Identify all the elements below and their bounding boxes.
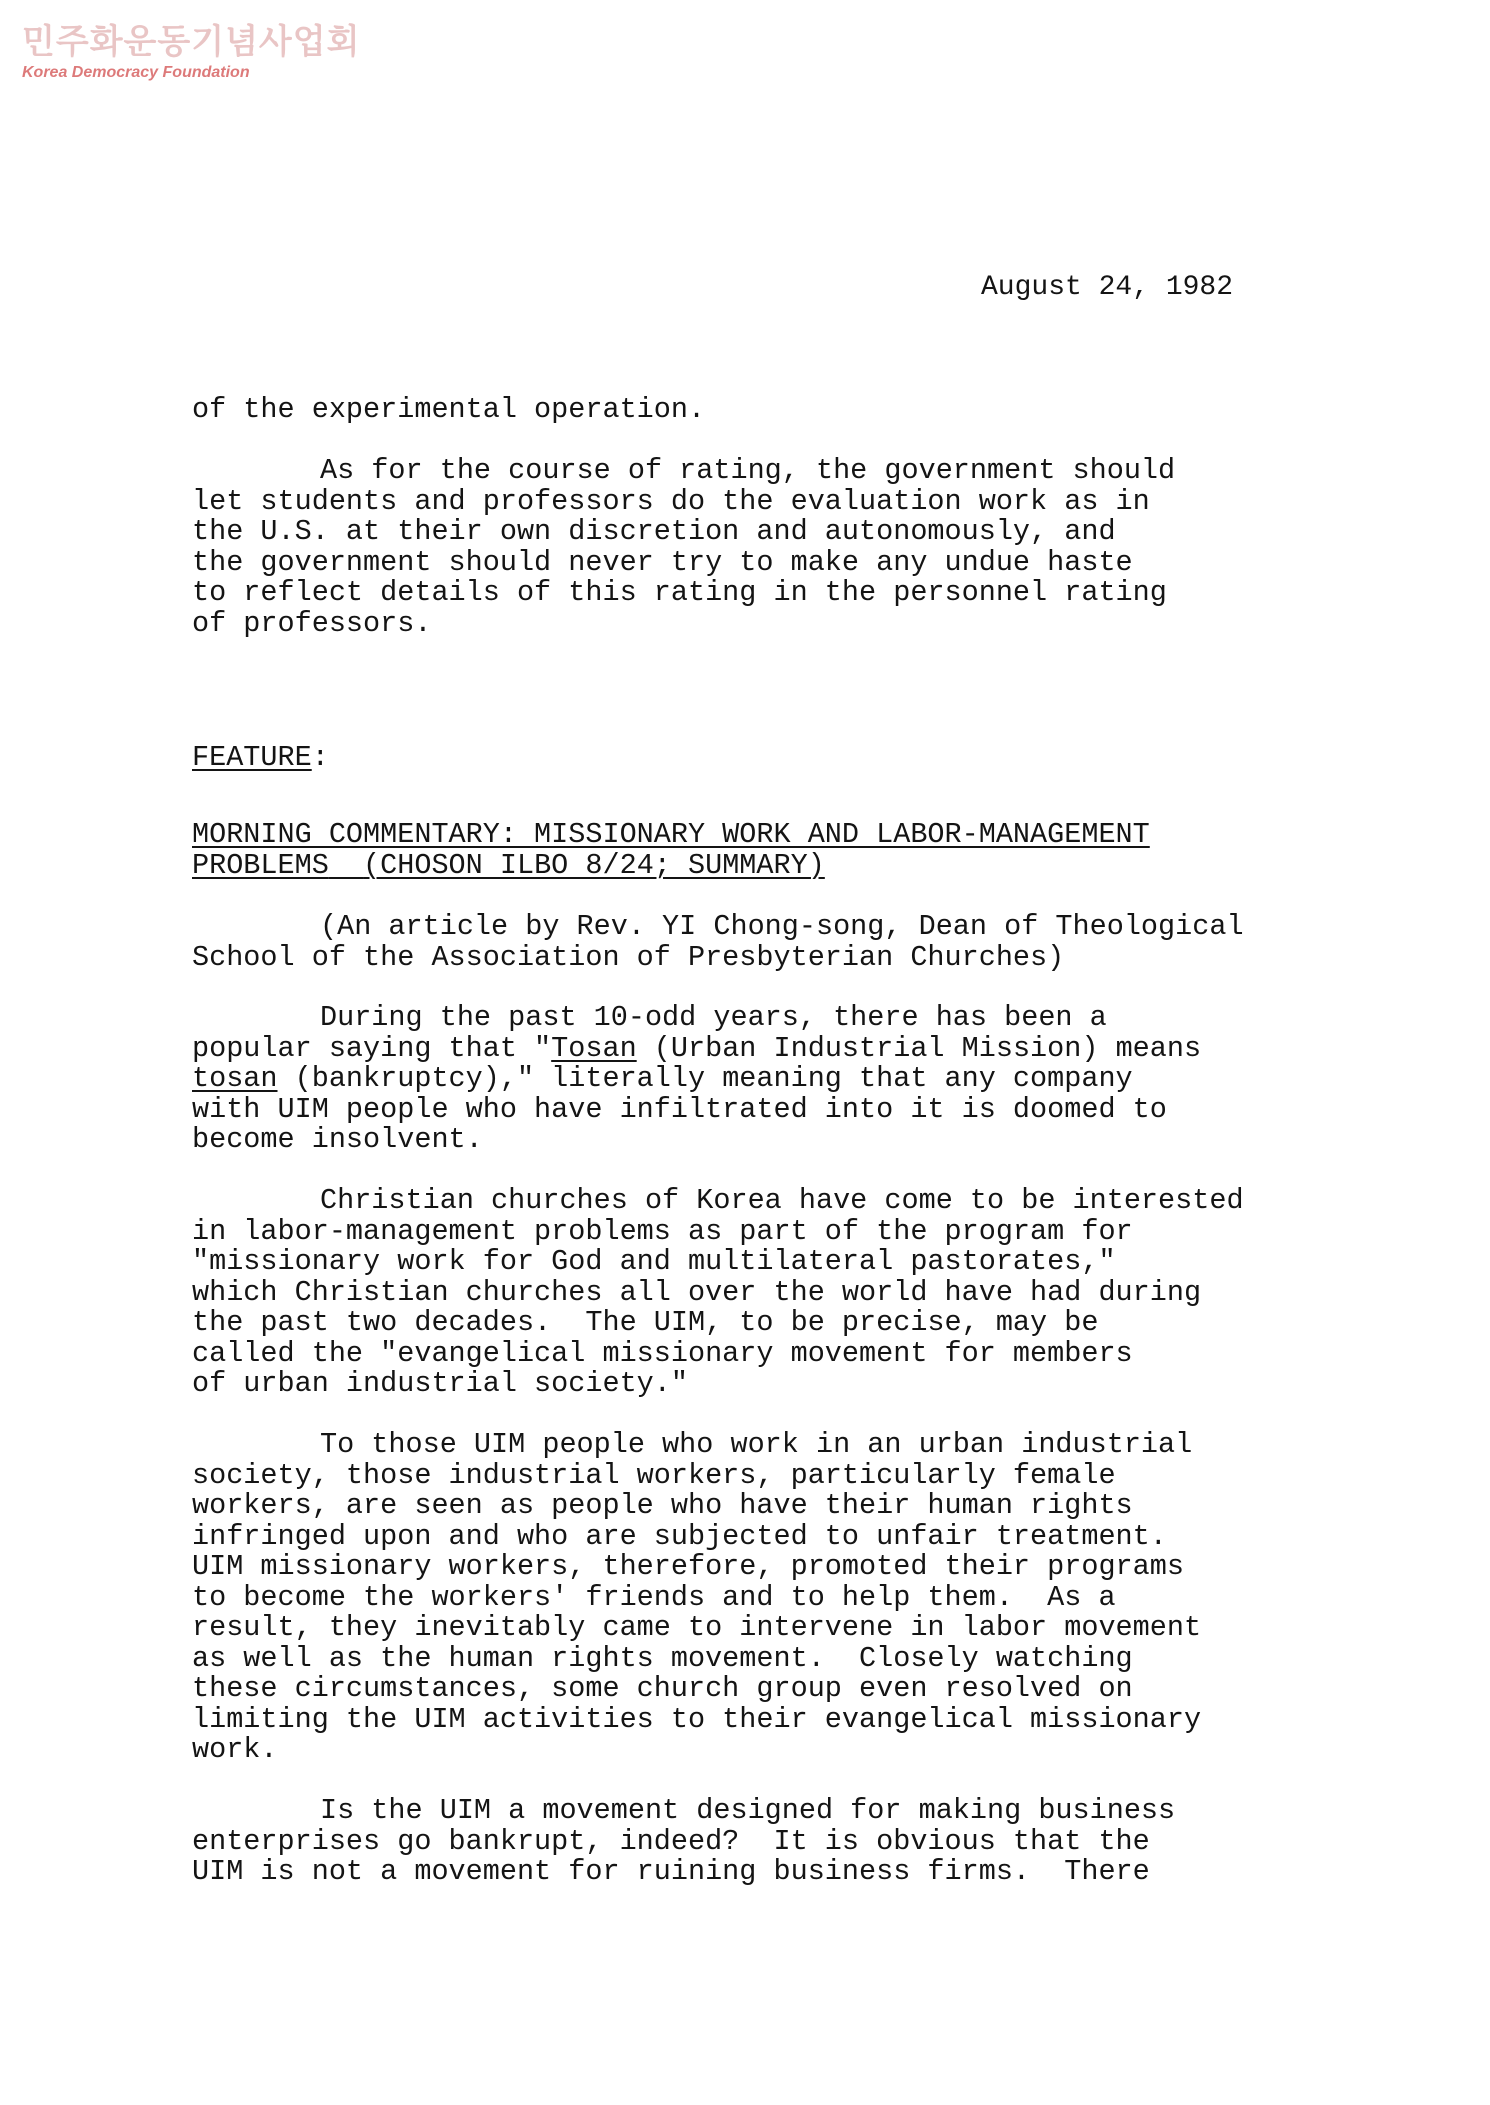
feature-colon: : bbox=[311, 741, 329, 774]
text-line: enterprises go bankrupt, indeed? It is obvious that the bbox=[192, 1824, 1150, 1858]
text-line: society, those industrial workers, particularly female bbox=[192, 1458, 1116, 1492]
text-line: the past two decades. The UIM, to be precise, may be bbox=[192, 1306, 1099, 1339]
text-line: of the experimental operation. bbox=[192, 393, 706, 426]
text-line: as well as the human rights movement. Closely watching bbox=[192, 1641, 1133, 1675]
paragraph-uim-people bbox=[192, 1430, 1201, 1766]
text-line: Christian churches of Korea have come to be interested bbox=[320, 1184, 1244, 1217]
text-line: workers, are seen as people who have their human rights bbox=[192, 1489, 1133, 1522]
text-line: the U.S. at their own discretion and autonomously, and bbox=[192, 515, 1116, 548]
text-line: of professors. bbox=[192, 606, 432, 640]
text-line: let students and professors do the evaluation work as in bbox=[192, 484, 1150, 518]
text-line: result, they inevitably came to intervene in labor movement bbox=[192, 1611, 1202, 1644]
commentary-headline bbox=[192, 820, 1150, 881]
text-line: During the past 10-odd years, there has been a bbox=[320, 1001, 1107, 1034]
text-line: which Christian churches all over the world have had during bbox=[192, 1275, 1202, 1309]
paragraph-tosan bbox=[192, 1003, 1201, 1156]
headline-line-1: MORNING COMMENTARY: MISSIONARY WORK AND LABOR-MANAGEMENT bbox=[192, 818, 1150, 851]
text-line: (Urban Industrial Mission) means bbox=[636, 1031, 1202, 1065]
paragraph-uim-question bbox=[192, 1796, 1175, 1888]
text-line: in labor-management problems as part of the program for bbox=[192, 1214, 1133, 1248]
tosan-term-lowercase: tosan bbox=[192, 1062, 278, 1095]
document-date: August 24, 1982 bbox=[981, 272, 1234, 303]
text-line: UIM missionary workers, therefore, promoted their programs bbox=[192, 1550, 1184, 1583]
text-line: infringed upon and who are subjected to unfair treatment. bbox=[192, 1519, 1167, 1553]
text-line: "missionary work for God and multilateral pastorates," bbox=[192, 1245, 1116, 1278]
text-line: these circumstances, some church group even resolved on bbox=[192, 1672, 1133, 1705]
text-line: to become the workers' friends and to help them. As a bbox=[192, 1580, 1116, 1614]
text-line: limiting the UIM activities to their evangelical missionary bbox=[192, 1702, 1202, 1736]
text-line: of urban industrial society." bbox=[192, 1367, 688, 1400]
text-line: called the "evangelical missionary movement for members bbox=[192, 1336, 1133, 1370]
text-line: work. bbox=[192, 1733, 278, 1766]
text-line: (bankruptcy)," literally meaning that any company bbox=[277, 1062, 1133, 1095]
text-line: To those UIM people who work in an urban industrial bbox=[320, 1428, 1193, 1461]
carryover-paragraph bbox=[192, 395, 705, 426]
text-line: become insolvent. bbox=[192, 1123, 483, 1156]
text-line: (An article by Rev. YI Chong-song, Dean of Theological bbox=[320, 910, 1244, 943]
paragraph-christian-churches bbox=[192, 1186, 1244, 1400]
text-line: School of the Association of Presbyterian Churches) bbox=[192, 940, 1065, 974]
headline-line-2a: PROBLEMS bbox=[192, 848, 329, 882]
tosan-term: Tosan bbox=[551, 1031, 637, 1065]
text-line: Is the UIM a movement designed for making business bbox=[320, 1794, 1176, 1827]
text-line: popular saying that " bbox=[192, 1031, 552, 1065]
rating-paragraph bbox=[192, 456, 1175, 639]
feature-heading bbox=[192, 743, 329, 774]
text-line: the government should never try to make any undue haste bbox=[192, 545, 1133, 579]
watermark-english-text: Korea Democracy Foundation bbox=[22, 64, 250, 81]
text-line: UIM is not a movement for ruining business firms. There bbox=[192, 1855, 1150, 1888]
foundation-watermark bbox=[22, 22, 360, 82]
headline-line-2b: (CHOSON ILBO 8/24; SUMMARY) bbox=[363, 848, 825, 882]
text-line: As for the course of rating, the government should bbox=[320, 454, 1176, 487]
article-byline bbox=[192, 912, 1244, 973]
text-line: to reflect details of this rating in the personnel rating bbox=[192, 576, 1167, 609]
feature-label: FEATURE bbox=[192, 741, 312, 774]
text-line: with UIM people who have infiltrated into it is doomed to bbox=[192, 1092, 1167, 1126]
watermark-korean-text: 민주화운동기념사업회 bbox=[22, 22, 361, 62]
